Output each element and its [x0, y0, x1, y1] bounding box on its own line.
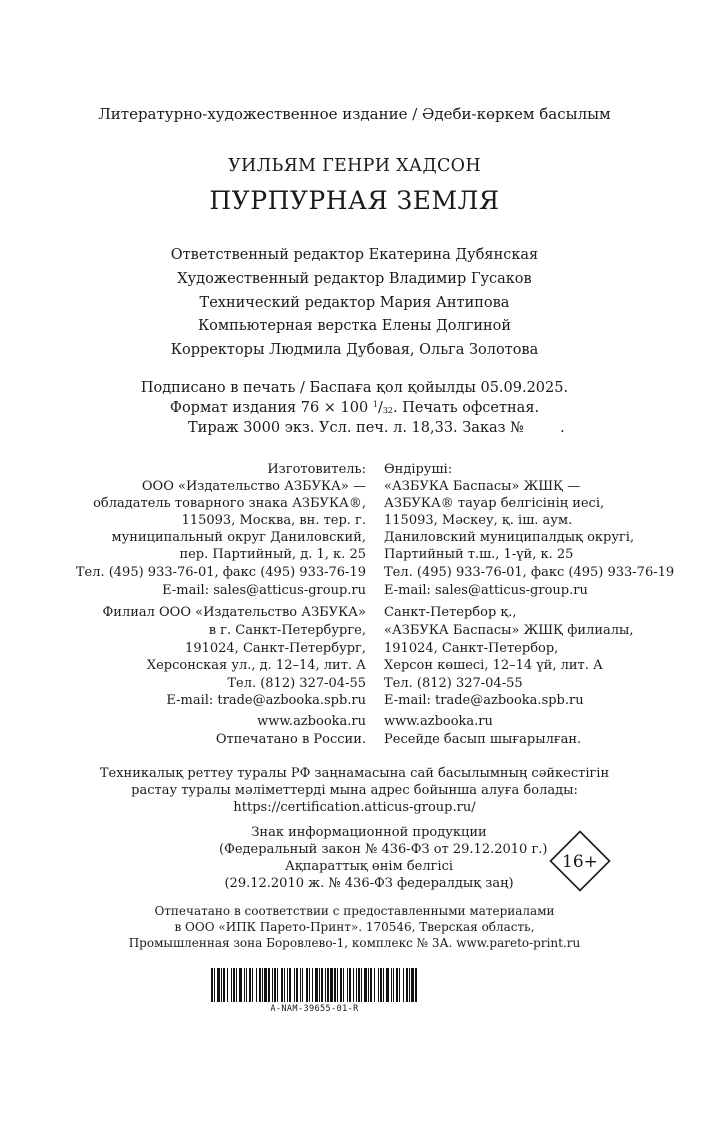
manufacturer-kz-line: Партийный т.ш., 1-үй, к. 25	[384, 547, 574, 562]
branch-kz-line: Херсон көшесі, 12–14 үй, лит. А	[384, 658, 603, 673]
barcode-bar	[296, 968, 298, 1002]
barcode-bar	[353, 968, 354, 1002]
barcode-bar	[274, 968, 276, 1002]
barcode-bar	[396, 968, 398, 1002]
manufacturer-ru-line: муниципальный округ Даниловский,	[111, 530, 366, 545]
barcode-bar	[399, 968, 400, 1002]
printed-in-ru: Отпечатано в России.	[215, 732, 366, 747]
barcode-bar	[411, 968, 414, 1002]
barcode-bar	[330, 968, 333, 1002]
barcode-bar	[249, 968, 251, 1002]
barcode-bar	[289, 968, 291, 1002]
certification-line: растау туралы мәліметтерді мына адрес бойынша алуға болады:	[131, 783, 578, 798]
staff-line: Корректоры Людмила Дубовая, Ольга Золотова	[170, 342, 539, 358]
branch-ru-line: Херсонская ул., д. 12–14, лит. А	[146, 658, 366, 673]
staff-line: Ответственный редактор Екатерина Дубянская	[170, 247, 539, 263]
manufacturer-kz-line: E-mail: sales@atticus-group.ru	[384, 583, 588, 598]
barcode-bar	[217, 968, 220, 1002]
barcode-bar	[239, 968, 242, 1002]
barcode-bar	[415, 968, 417, 1002]
printer-line: Промышленная зона Боровлево-1, комплекс № 3А. www.pareto-print.ru	[128, 936, 581, 950]
info-sign-line: (29.12.2010 ж. № 436-ФЗ федералдық заң)	[224, 876, 514, 891]
barcode-bar	[223, 968, 225, 1002]
format-suffix: . Печать офсетная.	[393, 400, 540, 416]
printed-in-kz: Ресейде басып шығарылған.	[384, 732, 582, 747]
barcode-bar	[403, 968, 404, 1002]
info-sign-line: Знак информационной продукции	[251, 825, 487, 840]
barcode-bar	[380, 968, 382, 1002]
staff-line: Компьютерная верстка Елены Долгиной	[197, 318, 512, 334]
manufacturer-ru-line: 115093, Москва, вн. тер. г.	[181, 513, 366, 528]
barcode-bar	[281, 968, 283, 1002]
staff-line: Художественный редактор Владимир Гусаков	[177, 271, 532, 287]
staff-line: Технический редактор Мария Антипова	[199, 295, 510, 311]
barcode-bar	[334, 968, 336, 1002]
barcode-bar	[364, 968, 367, 1002]
branch-ru-line: в г. Санкт-Петербурге,	[208, 623, 366, 638]
info-sign-line: (Федеральный закон № 436-ФЗ от 29.12.2010 г.)	[219, 842, 548, 857]
barcode-bar	[358, 968, 360, 1002]
barcode-bar	[356, 968, 357, 1002]
branch-ru-line: 191024, Санкт-Петербург,	[185, 641, 366, 656]
printer-line: в ООО «ИПК Парето-Принт». 170546, Тверская область,	[174, 920, 535, 934]
format-prefix: Формат издания 76 × 100	[169, 400, 369, 416]
branch-kz-line: E-mail: trade@azbooka.spb.ru	[384, 693, 584, 708]
website-kz: www.azbooka.ru	[384, 714, 493, 729]
barcode-bar	[221, 968, 222, 1002]
age-rating-label: 16+	[562, 852, 598, 872]
barcode-bar	[378, 968, 379, 1002]
manufacturer-ru-line: Изготовитель:	[267, 462, 366, 477]
format-line: Формат издания 76 × 100 $^1/_{32}$. Печать офсетная.	[169, 400, 540, 416]
barcode-bar	[287, 968, 288, 1002]
barcode-bar	[259, 968, 261, 1002]
barcode-bar	[347, 968, 348, 1002]
barcode-bar	[319, 968, 320, 1002]
barcode-bar	[321, 968, 323, 1002]
branch-ru-line: E-mail: trade@azbooka.spb.ru	[166, 693, 366, 708]
barcode-bar	[393, 968, 394, 1002]
barcode-bar	[391, 968, 392, 1002]
series-line: Литературно-художественное издание / Әдеби-көркем басылым	[98, 105, 611, 123]
manufacturer-ru-line: ООО «Издательство АЗБУКА» —	[141, 479, 366, 494]
branch-kz-line: Тел. (812) 327-04-55	[384, 676, 523, 691]
barcode-bar	[370, 968, 372, 1002]
branch-kz-line: 191024, Санкт-Петербор,	[384, 641, 559, 656]
manufacturer-ru-line: обладатель товарного знака АЗБУКА®,	[93, 496, 366, 511]
barcode-bar	[236, 968, 237, 1002]
barcode-bar	[277, 968, 278, 1002]
barcode-bar	[244, 968, 245, 1002]
barcode-bar	[284, 968, 285, 1002]
format-denominator: 32	[382, 406, 394, 415]
barcode-bar	[231, 968, 232, 1002]
manufacturer-kz-line: Даниловский муниципалдық округі,	[384, 530, 635, 545]
barcode-bar	[343, 968, 344, 1002]
barcode-bar	[272, 968, 273, 1002]
barcode-bar	[361, 968, 362, 1002]
barcode-bar	[374, 968, 375, 1002]
website-ru: www.azbooka.ru	[257, 714, 366, 729]
signed-to-print: Подписано в печать / Баспаға қол қойылды 05.09.2025.	[140, 380, 569, 396]
branch-ru-line: Тел. (812) 327-04-55	[227, 676, 366, 691]
barcode-bar	[262, 968, 263, 1002]
barcode-bar	[337, 968, 338, 1002]
manufacturer-kz-line: Өндіруші:	[384, 462, 453, 477]
format-numerator: 1	[372, 400, 378, 409]
manufacturer-kz-line: Тел. (495) 933-76-01, факс (495) 933-76-19	[384, 565, 675, 580]
certification-line: Техникалық реттеу туралы РФ заңнамасына сай басылымның сәйкестігін	[99, 766, 610, 781]
barcode-bar	[302, 968, 303, 1002]
barcode-bar	[211, 968, 213, 1002]
book-title: ПУРПУРНАЯ ЗЕМЛЯ	[209, 186, 500, 215]
barcode-bar	[256, 968, 257, 1002]
barcode-bar	[233, 968, 235, 1002]
branch-kz-line: Санкт-Петербор қ.,	[384, 605, 517, 620]
manufacturer-ru-line: пер. Партийный, д. 1, к. 25	[179, 547, 366, 562]
barcode-bar	[349, 968, 351, 1002]
print-run-end: .	[560, 420, 565, 436]
branch-kz-line: «АЗБУКА Баспасы» ЖШҚ филиалы,	[384, 623, 634, 638]
manufacturer-kz-line: АЗБУКА® тауар белгісінің иесі,	[384, 496, 605, 511]
barcode-bar	[309, 968, 310, 1002]
barcode-bar	[325, 968, 326, 1002]
barcode-bar	[327, 968, 329, 1002]
manufacturer-ru-line: Тел. (495) 933-76-01, факс (495) 933-76-19	[75, 565, 366, 580]
barcode-bar	[252, 968, 253, 1002]
barcode	[211, 968, 418, 1002]
barcode-bar	[312, 968, 313, 1002]
barcode-bar	[300, 968, 301, 1002]
manufacturer-kz-line: 115093, Мәскеу, қ. іш. аум.	[384, 513, 573, 528]
barcode-bar	[214, 968, 215, 1002]
branch-ru-line: Филиал ООО «Издательство АЗБУКА»	[102, 605, 366, 620]
age-rating-badge	[549, 830, 611, 892]
barcode-bar	[386, 968, 389, 1002]
author-name: УИЛЬЯМ ГЕНРИ ХАДСОН	[228, 156, 481, 176]
print-run: Тираж 3000 экз. Усл. печ. л. 18,33. Заказ №	[188, 420, 524, 436]
barcode-bar	[227, 968, 228, 1002]
barcode-bar	[383, 968, 384, 1002]
manufacturer-kz-line: «АЗБУКА Баспасы» ЖШҚ —	[384, 479, 581, 494]
barcode-bar	[340, 968, 342, 1002]
barcode-bar	[409, 968, 410, 1002]
barcode-bar	[294, 968, 295, 1002]
manufacturer-ru-line: E-mail: sales@atticus-group.ru	[162, 583, 366, 598]
barcode-bar	[406, 968, 408, 1002]
barcode-bar	[264, 968, 267, 1002]
barcode-bar	[315, 968, 318, 1002]
barcode-text: A-NAM-39655-01-R	[270, 1004, 359, 1014]
info-sign-line: Ақпараттық өнім белгісі	[284, 859, 454, 874]
barcode-bar	[268, 968, 270, 1002]
barcode-bar	[368, 968, 369, 1002]
certification-url: https://certification.atticus-group.ru/	[233, 800, 476, 815]
barcode-bar	[246, 968, 247, 1002]
printer-line: Отпечатано в соответствии с предоставленными материалами	[154, 904, 555, 918]
barcode-bar	[306, 968, 308, 1002]
